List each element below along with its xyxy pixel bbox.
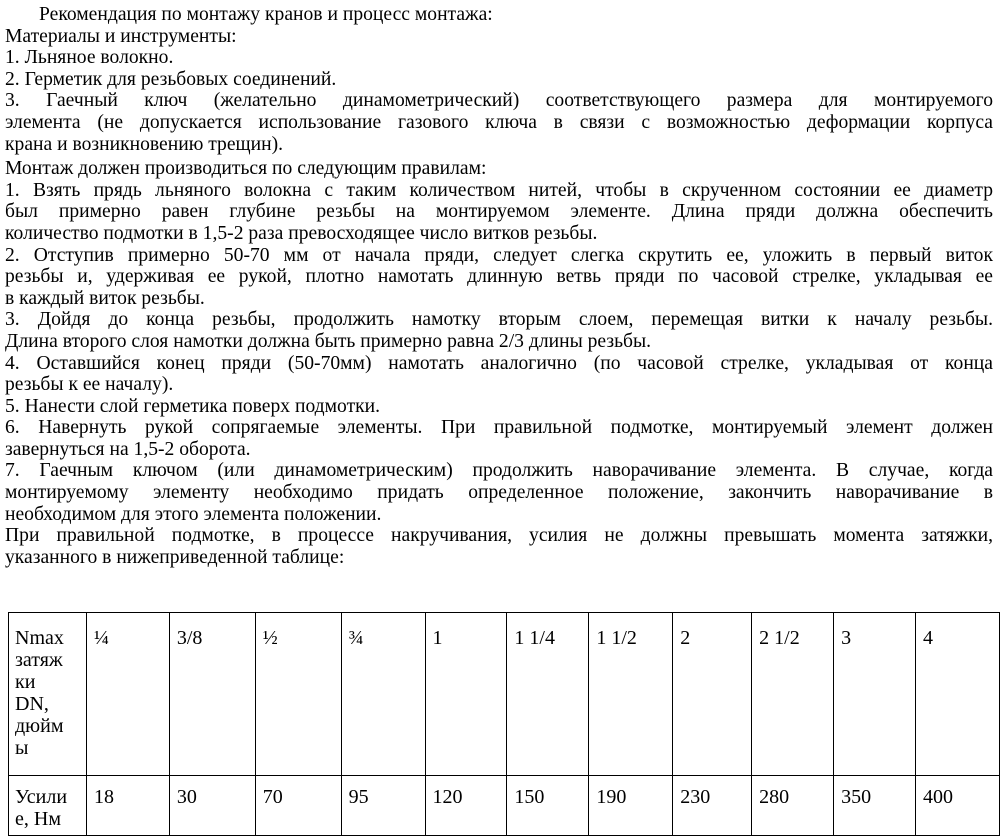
rule-line: завернуться на 1,5-2 оборота. — [5, 438, 251, 460]
torque-cell: 70 — [255, 776, 341, 836]
table-row-sizes — [9, 613, 1000, 776]
table-row-torque — [9, 776, 1000, 836]
rule-line: 1. Взять прядь льняного волокна с таким количеством нитей, чтобы в скрученном состоянии ее диаметр — [5, 179, 993, 201]
size-cell: 1 1/2 — [589, 613, 673, 776]
size-cell: ¼ — [86, 613, 169, 776]
rule-line: При правильной подмотке, в процессе накручивания, усилия не должны превышать момента затяжки, — [5, 525, 993, 547]
rule-line: 4. Оставшийся конец пряди (50-70мм) намотать аналогично (по часовой стрелке, укладывая от конца — [5, 352, 993, 374]
torque-table — [8, 612, 1000, 836]
rule-line: был примерно равен глубине резьбы на монтируемом элементе. Длина пряди должна обеспечить — [5, 201, 993, 223]
size-cell: 4 — [915, 613, 999, 776]
document-title: Рекомендация по монтажу кранов и процесс монтажа: — [39, 4, 493, 25]
materials-item-3-line-3: крана и возникновению трещин). — [5, 133, 284, 155]
size-cell: 3/8 — [169, 613, 255, 776]
sizes-header-cell — [9, 613, 87, 776]
materials-item-1: 1. Льняное волокно. — [5, 47, 174, 69]
torque-cell: 280 — [752, 776, 834, 836]
torque-header-cell — [9, 776, 87, 836]
size-cell: ¾ — [341, 613, 425, 776]
rule-line: резьбы к ее началу). — [5, 374, 174, 396]
torque-cell: 30 — [169, 776, 255, 836]
torque-cell: 400 — [915, 776, 999, 836]
sizes-header-text: Nmax затяж ки DN, дюйм ы — [15, 627, 64, 759]
torque-cell: 350 — [834, 776, 916, 836]
size-cell: 2 1/2 — [752, 613, 834, 776]
rule-line: количество подмотки в 1,5-2 раза превосходящее число витков резьбы. — [5, 222, 598, 244]
rule-line: 5. Нанести слой герметика поверх подмотки. — [5, 395, 381, 417]
materials-item-3-line-1: 3. Гаечный ключ (желательно динамометрический) соответствующего размера для монтируемого — [5, 90, 993, 112]
rule-line: необходимом для этого элемента положении. — [5, 503, 382, 525]
materials-heading: Материалы и инструменты: — [5, 25, 237, 47]
torque-cell: 190 — [589, 776, 673, 836]
materials-item-3-line-2: элемента (не допускается использование газового ключа в связи с возможностью деформации корпуса — [5, 111, 993, 133]
size-cell: 1 — [425, 613, 507, 776]
torque-cell: 230 — [673, 776, 752, 836]
rule-line: резьбы и, удерживая ее рукой, плотно намотать длинную ветвь пряди по часовой стрелке, укладывая ее — [5, 266, 993, 288]
torque-header-text: Усили е, Нм — [15, 786, 68, 830]
rule-line: 3. Дойдя до конца резьбы, продолжить намотку вторым слоем, перемещая витки к началу резьбы. — [5, 309, 993, 331]
torque-cell: 18 — [86, 776, 169, 836]
rule-line: Длина второго слоя намотки должна быть примерно равна 2/3 длины резьбы. — [5, 330, 652, 352]
torque-cell: 120 — [425, 776, 507, 836]
torque-cell: 95 — [341, 776, 425, 836]
size-cell: ½ — [255, 613, 341, 776]
rule-line: указанного в нижеприведенной таблице: — [5, 546, 345, 568]
rules-heading: Монтаж должен производиться по следующим правилам: — [5, 158, 487, 180]
size-cell: 1 1/4 — [507, 613, 589, 776]
torque-cell: 150 — [507, 776, 589, 836]
rule-line: 7. Гаечным ключом (или динамометрическим) продолжить наворачивание элемента. В случае, когда — [5, 460, 993, 482]
size-cell: 2 — [673, 613, 752, 776]
rule-line: в каждый виток резьбы. — [5, 287, 205, 309]
size-cell: 3 — [834, 613, 916, 776]
rule-line: 6. Навернуть рукой сопрягаемые элементы. При правильной подмотке, монтируемый элемент должен — [5, 417, 993, 439]
rule-line: 2. Отступив примерно 50-70 мм от начала пряди, следует слегка скрутить ее, уложить в первый виток — [5, 244, 993, 266]
document-body — [5, 4, 993, 568]
rule-line: монтируемому элементу необходимо придать определенное положение, закончить наворачивание в — [5, 482, 993, 504]
materials-item-2: 2. Герметик для резьбовых соединений. — [5, 68, 337, 90]
